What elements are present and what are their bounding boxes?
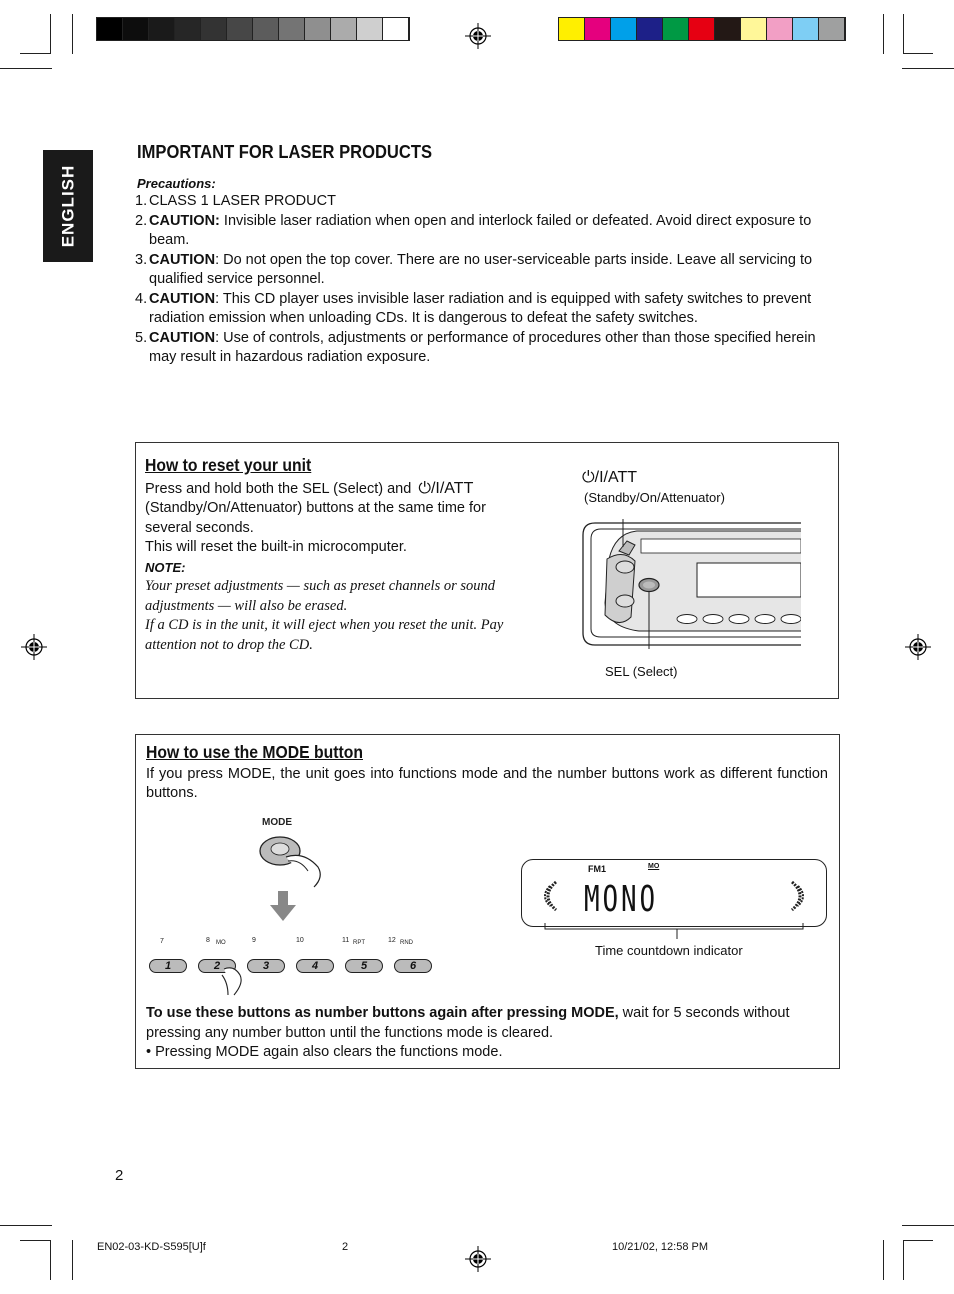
calibration-swatch (227, 18, 253, 40)
calibration-swatch (663, 18, 689, 40)
mode-rest-text: wait for 5 seconds without pressing any number button until the functions mode is cleared. (146, 1005, 790, 1041)
fig-att-label (582, 469, 637, 487)
precautions-list (135, 192, 845, 368)
instruction-text: Press and hold both the SEL (Select) and (145, 480, 412, 497)
list-item (135, 290, 845, 329)
lcd-display (521, 859, 827, 927)
calibration-swatch (767, 18, 793, 40)
calibration-swatch (637, 18, 663, 40)
calibration-swatch (331, 18, 357, 40)
mode-bold-text: To use these buttons as number buttons again after pressing MODE, (146, 1005, 619, 1021)
item-number: 5. (135, 329, 148, 346)
registration-mark-icon (21, 634, 47, 660)
item-text: : Use of controls, adjustments or performance of procedures other than those specified herein may result in hazardous radiation exposure. (149, 329, 816, 365)
mode-title: How to use the MODE button (146, 742, 363, 762)
calibration-swatch (793, 18, 819, 40)
note-label: NOTE: (145, 559, 186, 575)
calibration-swatch (175, 18, 201, 40)
mode-bullet: • Pressing MODE again also clears the functions mode. (146, 1044, 503, 1060)
page-number: 2 (115, 1167, 124, 1184)
calibration-swatch (357, 18, 383, 40)
calibration-swatch (383, 18, 409, 40)
fn-label: 7 (160, 938, 164, 945)
calibration-swatch (741, 18, 767, 40)
fn-label: RPT (353, 940, 365, 946)
reset-text (145, 456, 525, 655)
item-number: 4. (135, 290, 148, 307)
reset-result-text: This will reset the built-in microcomputer. (145, 539, 407, 555)
mode-intro: If you press MODE, the unit goes into functions mode and the number buttons work as different function buttons. (146, 765, 828, 801)
calibration-swatch (611, 18, 637, 40)
item-text: CLASS 1 LASER PRODUCT (149, 193, 336, 209)
mode-section (135, 734, 840, 1069)
fig-sel-label: SEL (Select) (605, 664, 678, 679)
calibration-swatch (253, 18, 279, 40)
fn-label: 12 (388, 937, 396, 944)
crop-mark (72, 1240, 73, 1280)
number-button-5[interactable]: 5 (345, 959, 383, 973)
crop-mark (883, 14, 884, 54)
footer-date: 10/21/02, 12:58 PM (612, 1241, 709, 1253)
crop-mark (20, 53, 50, 54)
power-icon: ⏻ (418, 479, 431, 497)
fn-label: 11 (342, 937, 350, 944)
power-att-symbol (418, 480, 473, 497)
list-item (135, 192, 845, 212)
item-text: : Do not open the top cover. There are no user-serviceable parts inside. Leave all servicing to qualified service personnel. (149, 251, 813, 287)
calibration-swatch (201, 18, 227, 40)
fn-label: 9 (252, 937, 256, 944)
reset-instruction (145, 479, 525, 539)
registration-mark-icon (465, 1246, 491, 1272)
crop-mark (72, 14, 73, 54)
grayscale-calibration-bar (96, 17, 410, 41)
number-button-2[interactable]: 2 (198, 959, 236, 973)
mode-button-press-illustration (256, 831, 328, 893)
item-bold: CAUTION: (149, 212, 220, 229)
fn-label: 8 (206, 937, 210, 944)
down-arrow-icon (270, 891, 296, 921)
fn-label: RND (400, 940, 413, 946)
reset-section (135, 442, 839, 699)
display-text: MONO (584, 879, 658, 920)
number-buttons (149, 959, 432, 973)
note-text: If a CD is in the unit, it will eject when you reset the unit. Pay attention not to drop the CD. (145, 617, 504, 653)
language-tab (43, 150, 93, 262)
mode-button-label: MODE (262, 817, 292, 828)
reset-title: How to reset your unit (145, 455, 312, 475)
car-stereo-illustration (579, 519, 801, 649)
crop-mark (903, 1240, 933, 1241)
countdown-label: Time countdown indicator (595, 943, 743, 958)
item-text: Invisible laser radiation when open and interlock failed or defeated. Avoid direct exposure to beam. (149, 212, 812, 248)
display-band: FM1 (588, 864, 606, 874)
item-text: : This CD player uses invisible laser radiation and is equipped with safety switches to prevent radiation emission when unloading CDs. It is dangerous to defeat the safety switches. (149, 290, 812, 326)
fig-standby-label: (Standby/On/Attenuator) (584, 490, 725, 505)
footer-page: 2 (342, 1241, 349, 1253)
item-bold: CAUTION (149, 251, 216, 268)
crop-mark (883, 1240, 884, 1280)
item-number: 3. (135, 251, 148, 268)
crop-mark (50, 1240, 51, 1280)
calibration-swatch (149, 18, 175, 40)
countdown-bracket (543, 923, 805, 939)
fn-label: MO (216, 940, 226, 946)
note-text: Your preset adjustments — such as preset channels or sound adjustments — will also be erased. (145, 578, 496, 614)
crop-mark (0, 68, 52, 69)
language-tab-label: ENGLISH (58, 164, 78, 248)
crop-mark (903, 14, 904, 54)
instruction-text: (Standby/On/Attenuator) buttons at the same time for several seconds. (145, 500, 486, 536)
list-item (135, 212, 845, 251)
calibration-swatch (715, 18, 741, 40)
finger-press-icon (220, 965, 250, 997)
crop-mark (902, 68, 954, 69)
countdown-indicator-left-icon (536, 880, 558, 912)
calibration-swatch (819, 18, 845, 40)
att-label: /I/ATT (594, 469, 638, 486)
registration-mark-icon (465, 23, 491, 49)
calibration-swatch (689, 18, 715, 40)
crop-mark (903, 1240, 904, 1280)
crop-mark (50, 14, 51, 54)
item-number: 2. (135, 212, 148, 229)
footer-file: EN02-03-KD-S595[U]f (97, 1241, 206, 1253)
calibration-swatch (123, 18, 149, 40)
calibration-swatch (559, 18, 585, 40)
countdown-indicator-right-icon (790, 880, 812, 912)
section-title: IMPORTANT FOR LASER PRODUCTS (137, 142, 433, 162)
registration-mark-icon (905, 634, 931, 660)
item-bold: CAUTION (149, 290, 216, 307)
calibration-swatch (279, 18, 305, 40)
precautions-label: Precautions: (137, 176, 216, 191)
number-button-6[interactable]: 6 (394, 959, 432, 973)
number-button-4[interactable]: 4 (296, 959, 334, 973)
fn-label: 10 (296, 937, 304, 944)
list-item (135, 251, 845, 290)
att-label: /I/ATT (430, 479, 474, 497)
color-calibration-bar (558, 17, 846, 41)
crop-mark (902, 1225, 954, 1226)
crop-mark (0, 1225, 52, 1226)
calibration-swatch (585, 18, 611, 40)
number-button-3[interactable]: 3 (247, 959, 285, 973)
crop-mark (903, 53, 933, 54)
item-bold: CAUTION (149, 329, 216, 346)
calibration-swatch (97, 18, 123, 40)
item-number: 1. (135, 193, 148, 209)
mode-text (146, 743, 828, 804)
calibration-swatch (305, 18, 331, 40)
power-icon: ⏻ (582, 469, 595, 486)
list-item (135, 329, 845, 368)
crop-mark (20, 1240, 50, 1241)
display-mo-indicator: MO (648, 863, 660, 870)
number-button-1[interactable]: 1 (149, 959, 187, 973)
mode-footer-text (146, 1004, 830, 1063)
